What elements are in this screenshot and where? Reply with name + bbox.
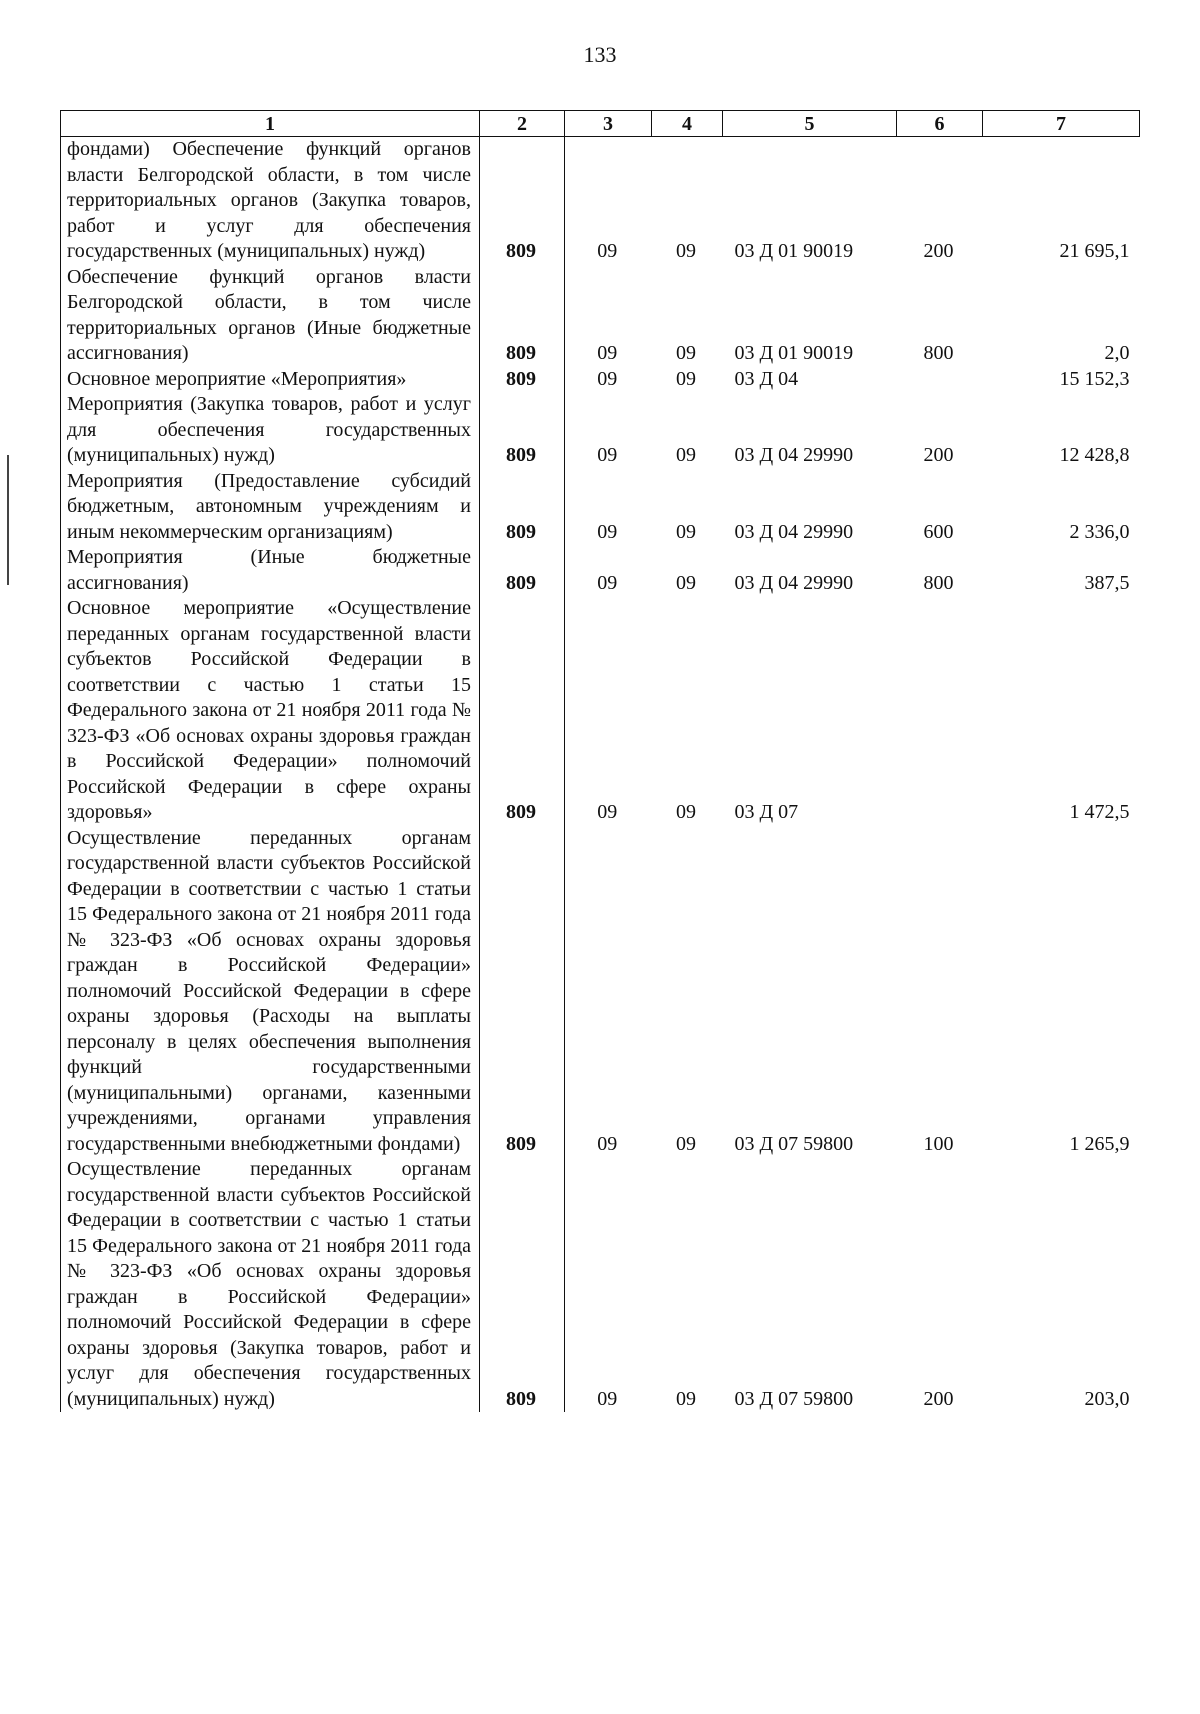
- table-row: [61, 392, 1140, 469]
- row-description: Основное мероприятие «Мероприятия»: [61, 367, 480, 393]
- header-col-5: 5: [723, 111, 897, 137]
- row-section-code: 09: [597, 801, 618, 823]
- row-description: Осуществление переданных органам государственной власти субъектов Российской Федерации в соответствии с частью 1 статьи 15 Федерального закона от 21 ноября 2011 года № 323-ФЗ «Об основах охраны здоровья граждан в Российской Федерации» полномочий Российской Федерации в сфере охраны здоровья (Расходы на выплаты персоналу в целях обеспечения выполнения функций государственными (муниципальными) органами, казенными учреждениями, органами управления государственными внебюджетными фондами): [61, 826, 480, 1158]
- header-col-4: 4: [652, 111, 723, 137]
- row-grbs-code: 809: [480, 367, 565, 393]
- row-expense-type-code: 800: [923, 342, 954, 364]
- table-row: [61, 265, 1140, 367]
- row-description: Мероприятия (Предоставление субсидий бюджетным, автономным учреждениям и иным некоммерческим организациям): [61, 469, 480, 546]
- table-row: [61, 469, 1140, 546]
- row-target-article-code: 03 Д 07: [734, 801, 799, 823]
- row-amount: 12 428,8: [1059, 444, 1130, 466]
- row-target-article-code: 03 Д 04 29990: [734, 571, 854, 594]
- scan-margin-mark: [7, 455, 9, 585]
- row-section-code: 09: [597, 367, 618, 390]
- row-amount: 21 695,1: [1059, 240, 1130, 262]
- row-section-code: 09: [597, 342, 618, 364]
- row-grbs-code: 809: [480, 596, 565, 826]
- row-grbs-code: 809: [480, 469, 565, 546]
- header-col-6: 6: [897, 111, 983, 137]
- row-subsection-code: 09: [676, 1132, 696, 1155]
- row-target-article-code: 03 Д 04: [734, 367, 799, 390]
- row-expense-type-code: 200: [923, 240, 954, 262]
- row-grbs-code: 809: [480, 545, 565, 596]
- row-section-code: 09: [597, 1387, 618, 1410]
- row-subsection-code: 09: [676, 444, 696, 466]
- table-row: [61, 545, 1140, 596]
- row-expense-type-code: 200: [923, 1387, 954, 1410]
- row-section-code: 09: [597, 444, 618, 466]
- row-amount: 1 472,5: [1069, 801, 1130, 823]
- row-section-code: 09: [597, 520, 618, 543]
- row-subsection-code: 09: [676, 1387, 696, 1410]
- row-description: Мероприятия (Закупка товаров, работ и услуг для обеспечения государственных (муниципальных) нужд): [61, 392, 480, 469]
- row-subsection-code: 09: [676, 367, 696, 390]
- table-row: [61, 1157, 1140, 1412]
- row-grbs-code: 809: [480, 1157, 565, 1412]
- row-section-code: 09: [597, 1132, 618, 1155]
- table-body: [61, 137, 1140, 1413]
- row-amount: 203,0: [1084, 1387, 1130, 1410]
- header-row: [61, 111, 1140, 137]
- row-amount: 387,5: [1084, 571, 1130, 594]
- row-expense-type-code: 100: [923, 1132, 954, 1155]
- header-col-1: 1: [61, 111, 480, 137]
- row-target-article-code: 03 Д 01 90019: [734, 342, 854, 364]
- row-grbs-code: 809: [480, 392, 565, 469]
- row-expense-type-code: [897, 596, 983, 826]
- table-row: [61, 826, 1140, 1158]
- row-expense-type-code: 800: [923, 571, 954, 594]
- row-amount: 2 336,0: [1069, 520, 1130, 543]
- table-row: [61, 367, 1140, 393]
- row-subsection-code: 09: [676, 571, 696, 594]
- row-amount: 15 152,3: [1059, 367, 1130, 390]
- table-header: [61, 111, 1140, 137]
- budget-table: [60, 110, 1140, 1412]
- row-target-article-code: 03 Д 04 29990: [734, 520, 854, 543]
- row-subsection-code: 09: [676, 342, 696, 364]
- row-description: Основное мероприятие «Осуществление переданных органам государственной власти субъектов Российской Федерации в соответствии с частью 1 статьи 15 Федерального закона от 21 ноября 2011 года № 323-ФЗ «Об основах охраны здоровья граждан в Российской Федерации» полномочий Российской Федерации в сфере охраны здоровья»: [61, 596, 480, 826]
- table-row: [61, 596, 1140, 826]
- row-grbs-code: 809: [480, 826, 565, 1158]
- row-grbs-code: 809: [480, 265, 565, 367]
- header-col-2: 2: [480, 111, 565, 137]
- row-expense-type-code: 200: [923, 444, 954, 466]
- row-subsection-code: 09: [676, 801, 696, 823]
- row-description: Осуществление переданных органам государственной власти субъектов Российской Федерации в соответствии с частью 1 статьи 15 Федерального закона от 21 ноября 2011 года № 323-ФЗ «Об основах охраны здоровья граждан в Российской Федерации» полномочий Российской Федерации в сфере охраны здоровья (Закупка товаров, работ и услуг для обеспечения государственных (муниципальных) нужд): [61, 1157, 480, 1412]
- page-number: 133: [583, 42, 617, 67]
- header-col-3: 3: [565, 111, 652, 137]
- row-section-code: 09: [597, 571, 618, 594]
- table-row: [61, 137, 1140, 265]
- row-amount: 2,0: [1104, 342, 1130, 364]
- row-description: Обеспечение функций органов власти Белгородской области, в том числе территориальных органов (Иные бюджетные ассигнования): [61, 265, 480, 367]
- row-description: фондами) Обеспечение функций органов власти Белгородской области, в том числе территориальных органов (Закупка товаров, работ и услуг для обеспечения государственных (муниципальных) нужд): [61, 137, 480, 265]
- row-subsection-code: 09: [676, 240, 696, 262]
- row-target-article-code: 03 Д 01 90019: [734, 240, 854, 262]
- row-section-code: 09: [597, 240, 618, 262]
- row-description: Мероприятия (Иные бюджетные ассигнования): [61, 545, 480, 596]
- row-target-article-code: 03 Д 07 59800: [734, 1132, 854, 1155]
- row-amount: 1 265,9: [1069, 1132, 1130, 1155]
- row-expense-type-code: 600: [923, 520, 954, 543]
- row-target-article-code: 03 Д 07 59800: [734, 1387, 854, 1410]
- row-grbs-code: 809: [480, 137, 565, 265]
- row-subsection-code: 09: [676, 520, 696, 543]
- row-target-article-code: 03 Д 04 29990: [734, 444, 854, 466]
- header-col-7: 7: [983, 111, 1140, 137]
- row-expense-type-code: [897, 367, 983, 393]
